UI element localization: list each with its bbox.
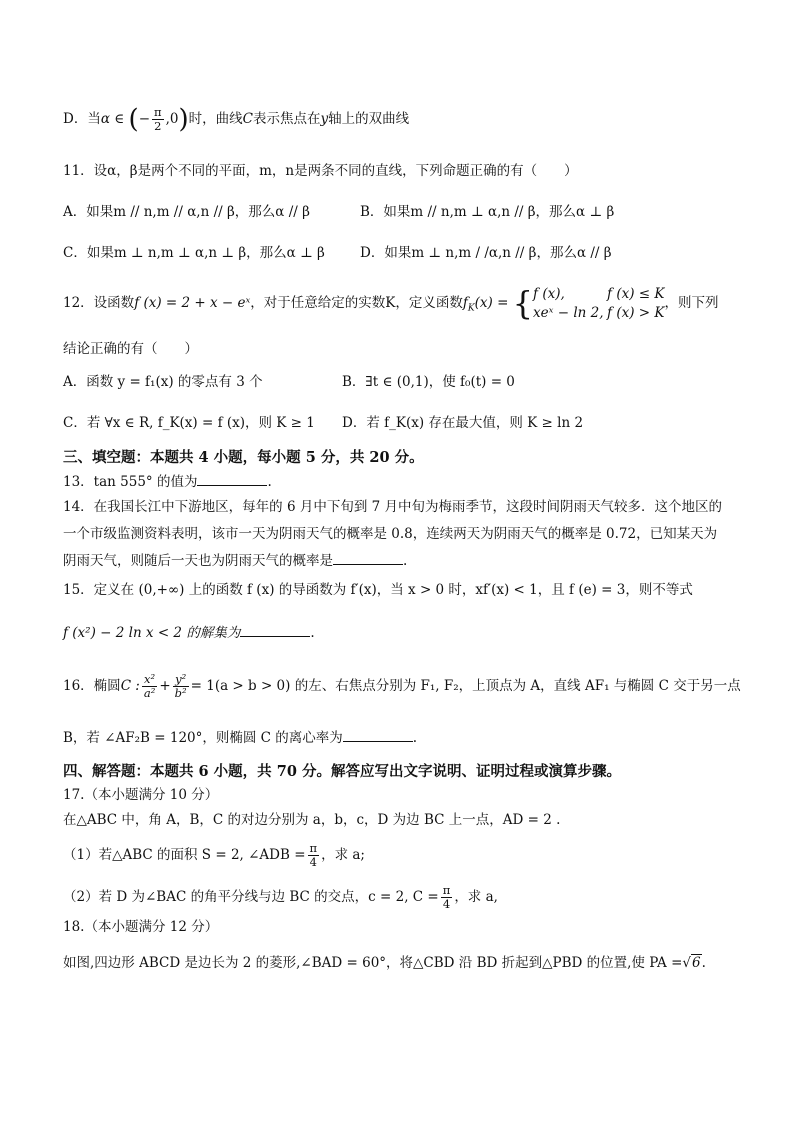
answer-blank[interactable] — [197, 471, 267, 486]
in-symbol: ∈ — [114, 111, 125, 127]
section-4-heading: 四、解答题：本题共 6 小题，共 70 分。解答应写出文字说明、证明过程或演算步骤。 — [63, 763, 621, 780]
q12-option-b: B．∃t ∈ (0,1)，使 f₀(t) = 0 — [342, 374, 515, 390]
q14-text: 阴雨天气，则随后一天也为阴雨天气的概率是 — [63, 553, 333, 569]
frac-num: π — [442, 883, 451, 897]
q12-cont: 结论正确的有（ ） — [63, 341, 198, 357]
x2-over-a2 — [142, 673, 157, 700]
q11-option-c: C．如果m ⊥ n,m ⊥ α,n ⊥ β，那么α ⊥ β — [63, 245, 325, 261]
case-row-2 — [533, 304, 664, 323]
q11-stem: 11．设α，β是两个不同的平面，m，n是两条不同的直线，下列命题正确的有（ ） — [63, 163, 578, 179]
frac-num: y² — [173, 673, 189, 687]
q17-part2 — [63, 880, 498, 914]
radicand: 6 — [692, 955, 701, 971]
q17-head: 17.（本小题满分 10 分） — [63, 787, 219, 803]
q16-pre: 16．椭圆 — [63, 678, 121, 694]
radical-sign: √ — [682, 955, 692, 971]
q18-stem — [63, 953, 706, 973]
fk-sub: K — [467, 303, 475, 314]
q16-eq: = 1(a > b > 0) 的左、右焦点分别为 F₁, F₂，上顶点为 A，直线 AF₁ 与椭圆 C 交于另一点 — [190, 678, 741, 694]
frac-den: 2 — [154, 119, 162, 133]
alpha-symbol: α — [100, 111, 110, 127]
q17-part1 — [63, 838, 365, 872]
q16-line1 — [63, 668, 741, 704]
frac-den: 4 — [309, 855, 317, 869]
curve-c: C — [242, 111, 253, 127]
q15-line1: 15．定义在 (0,+∞) 上的函数 f (x) 的导函数为 f′(x)，当 x > 0 时，xf′(x) < 1，且 f (e) = 3，则不等式 — [63, 582, 693, 598]
q11-option-b: B．如果m // n,m ⊥ α,n // β，那么α ⊥ β — [360, 204, 615, 220]
q13 — [63, 471, 272, 492]
pi-over-4 — [441, 884, 453, 911]
q14-line2: 一个市级监测资料表明，该市一天为阴雨天气的概率是 0.8，连续两天为阴雨天气的概率是 0.72，已知某天为 — [63, 526, 718, 542]
q12-stem — [63, 284, 718, 328]
frac-num: π — [154, 105, 162, 119]
y2-over-b2 — [173, 673, 189, 700]
pi-over-4 — [308, 842, 320, 869]
q17-p1-end: ，求 a; — [321, 847, 365, 863]
q12-post: ，则下列 — [664, 295, 719, 311]
q12-pre: 12．设函数 — [63, 295, 135, 311]
piecewise-cases — [533, 285, 664, 323]
q11-option-a: A．如果m // n,m // α,n // β，那么α // β — [63, 204, 310, 220]
q12-option-d: D．若 f_K(x) 存在最大值，则 K ≥ ln 2 — [342, 415, 584, 431]
q10-d-text2: 表示焦点在 — [252, 111, 321, 127]
close-paren: ) — [178, 104, 189, 135]
q16-line2 — [63, 727, 417, 748]
q17-p1-text: （1）若△ABC 的面积 S = 2, ∠ADB = — [63, 847, 306, 863]
case1-cond: f (x) ≤ K — [607, 285, 665, 302]
frac-num: π — [309, 841, 318, 855]
case2-cond: f (x) > K — [607, 304, 665, 321]
q12-option-c: C．若 ∀x ∈ R, f_K(x) = f (x)，则 K ≥ 1 — [63, 415, 315, 431]
frac-num: x² — [142, 673, 157, 687]
frac-den: b² — [174, 686, 187, 700]
answer-blank[interactable] — [343, 727, 413, 742]
zero: ,0 — [165, 111, 179, 127]
fk-arg: (x) = — [474, 295, 509, 311]
q17-p2-text: （2）若 D 为∠BAC 的角平分线与边 BC 的交点，c = 2, C = — [63, 889, 439, 905]
q16-text: B，若 ∠AF₂B = 120°，则椭圆 C 的离心率为 — [63, 730, 343, 746]
minus-sign: − — [138, 111, 151, 127]
q12-func: f (x) = 2 + x − eˣ — [134, 295, 251, 311]
open-paren: ( — [128, 104, 139, 135]
q18-head: 18.（本小题满分 12 分） — [63, 919, 219, 935]
q14-line3 — [63, 550, 407, 571]
answer-blank[interactable] — [333, 550, 403, 565]
q10-option-d — [63, 106, 409, 133]
plus-sign: + — [159, 678, 171, 694]
q10-d-text: 时，曲线 — [188, 111, 243, 127]
pi-over-2 — [152, 106, 164, 133]
q10-d-label: D．当 — [63, 111, 101, 127]
y-var: y — [320, 111, 329, 127]
q17-stem: 在△ABC 中，角 A，B，C 的对边分别为 a，b，c，D 为边 BC 上一点，AD = 2 . — [63, 812, 561, 828]
q15-line2 — [63, 622, 315, 643]
answer-blank[interactable] — [240, 622, 310, 637]
ellipse-c: C : — [120, 678, 140, 694]
q18-end: . — [701, 955, 706, 971]
q14-line1: 14．在我国长江中下游地区，每年的 6 月中下旬到 7 月中旬为梅雨季节，这段时间阴雨天气较多．这个地区的 — [63, 499, 723, 515]
q15-text: f (x²) − 2 ln x < 2 的解集为 — [63, 625, 241, 641]
q10-d-text3: 轴上的双曲线 — [328, 111, 410, 127]
case-row-1 — [533, 285, 664, 304]
sqrt-6 — [682, 953, 701, 973]
q16-end: . — [412, 730, 418, 746]
fk-name: f — [462, 295, 468, 311]
piecewise-brace: { — [512, 284, 534, 323]
frac-den: 4 — [442, 897, 451, 911]
q11-option-d: D．如果m ⊥ n,m / /α,n // β，那么α // β — [360, 245, 612, 261]
q15-end: . — [310, 625, 315, 641]
q12-mid: ，对于任意给定的实数K，定义函数 — [250, 295, 463, 311]
q14-end: . — [403, 553, 408, 569]
case1-expr: f (x), — [533, 285, 565, 302]
q13-text: 13．tan 555° 的值为 — [63, 474, 198, 490]
case2-expr: xeˣ − ln 2, — [533, 304, 604, 321]
section-3-heading: 三、填空题：本题共 4 小题，每小题 5 分，共 20 分。 — [63, 449, 424, 466]
q13-end: . — [267, 474, 272, 490]
q18-text: 如图,四边形 ABCD 是边长为 2 的菱形,∠BAD = 60°，将△CBD 沿 BD 折起到△PBD 的位置,使 PA = — [63, 955, 683, 971]
q12-option-a: A．函数 y = f₁(x) 的零点有 3 个 — [63, 374, 263, 390]
frac-den: a² — [143, 686, 156, 700]
q17-p2-end: ，求 a, — [454, 889, 498, 905]
